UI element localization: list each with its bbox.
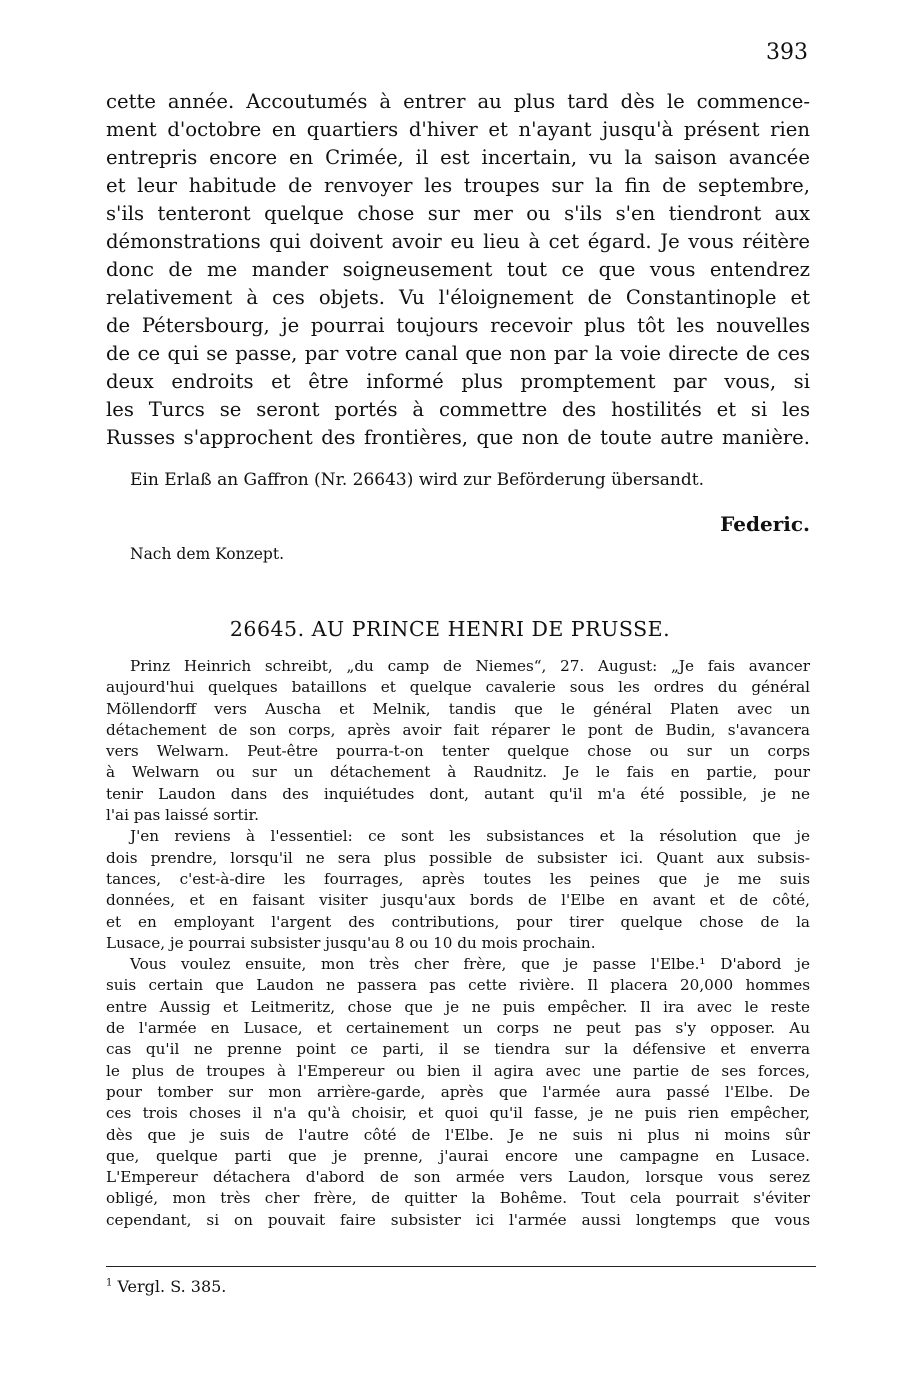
text-line: Möllendorff vers Auscha et Melnik, tandis que le général Platen avec un <box>106 699 810 718</box>
text-line: Prinz Heinrich schreibt, „du camp de Niemes“, 27. August: „Je fais avancer <box>130 657 810 675</box>
page-number: 393 <box>766 40 808 65</box>
summary-text <box>106 656 810 1231</box>
text-line: le plus de troupes à l'Empereur ou bien il agira avec une partie de ses forces, <box>106 1061 810 1080</box>
source-note: Nach dem Konzept. <box>130 545 285 563</box>
text-line: Russes s'approchent des frontières, que non de toute autre manière. <box>106 426 810 449</box>
text-line: Lusace, je pourrai subsister jusqu'au 8 ou 10 du mois prochain. <box>106 933 596 952</box>
text-line: tances, c'est-à-dire les fourrages, après toutes les peines que je me suis <box>106 869 810 888</box>
text-line: cependant, si on pouvait faire subsister ici l'armée aussi longtemps que vous <box>106 1210 810 1229</box>
footnote <box>106 1277 226 1296</box>
text-line: tenir Laudon dans des inquiétudes dont, autant qu'il m'a été possible, je ne <box>106 784 810 803</box>
enclosure-note: Ein Erlaß an Gaffron (Nr. 26643) wird zur Beförderung übersandt. <box>130 470 704 490</box>
text-line: l'ai pas laissé sortir. <box>106 806 259 825</box>
text-line: entre Aussig et Leitmeritz, chose que je ne puis empêcher. Il ira avec le reste <box>106 997 810 1016</box>
text-line: vers Welwarn. Peut-être pourra-t-on tenter quelque chose ou sur un corps <box>106 742 810 761</box>
letter-heading: 26645. AU PRINCE HENRI DE PRUSSE. <box>229 617 671 641</box>
text-line: données, et en faisant visiter jusqu'aux bords de l'Elbe en avant et de côté, <box>106 891 810 910</box>
text-line: que, quelque parti que je prenne, j'aurai encore une campagne en Lusace. <box>106 1146 810 1165</box>
text-line: dois prendre, lorsqu'il ne sera plus possible de subsister ici. Quant aux subsis- <box>106 848 810 867</box>
text-line: et en employant l'argent des contributions, pour tirer quelque chose de la <box>106 912 810 931</box>
text-line: L'Empereur détachera d'abord de son armée vers Laudon, lorsque vous serez <box>106 1168 810 1187</box>
text-line: deux endroits et être informé plus promptement par vous, si <box>106 370 810 393</box>
text-line: Vous voulez ensuite, mon très cher frère, que je passe l'Elbe.¹ D'abord je <box>130 955 810 974</box>
text-line: entrepris encore en Crimée, il est incertain, vu la saison avancée <box>106 146 810 169</box>
text-line: donc de me mander soigneusement tout ce que vous entendrez <box>106 258 810 281</box>
text-line: ment d'octobre en quartiers d'hiver et n'ayant jusqu'à présent rien <box>106 118 810 141</box>
text-line: de l'armée en Lusace, et certainement un corps ne peut pas s'y opposer. Au <box>106 1019 810 1038</box>
text-line: les Turcs se seront portés à commettre des hostilités et si les <box>106 398 810 421</box>
footnote-marker: 1 <box>106 1277 113 1289</box>
footnote-text: Vergl. S. 385. <box>117 1277 227 1296</box>
text-line: à Welwarn ou sur un détachement à Raudnitz. Je le fais en partie, pour <box>106 763 810 782</box>
letter-text <box>106 88 810 452</box>
text-line: J'en reviens à l'essentiel: ce sont les subsistances et la résolution que je <box>130 827 810 846</box>
text-line: aujourd'hui quelques bataillons et quelque cavalerie sous les ordres du général <box>106 678 810 697</box>
text-line: de Pétersbourg, je pourrai toujours recevoir plus tôt les nouvelles <box>106 314 810 337</box>
text-line: démonstrations qui doivent avoir eu lieu à cet égard. Je vous réitère <box>106 230 810 253</box>
text-line: et leur habitude de renvoyer les troupes sur la fin de septembre, <box>106 174 810 197</box>
text-line: pour tomber sur mon arrière-garde, après que l'armée aura passé l'Elbe. De <box>106 1082 810 1101</box>
text-line: de ce qui se passe, par votre canal que non par la voie directe de ces <box>106 342 810 365</box>
text-line: détachement de son corps, après avoir fait réparer le pont de Budin, s'avancera <box>106 720 810 739</box>
text-line: relativement à ces objets. Vu l'éloignement de Constantinople et <box>106 286 810 309</box>
text-line: s'ils tenteront quelque chose sur mer ou s'ils s'en tiendront aux <box>106 202 810 225</box>
text-line: suis certain que Laudon ne passera pas cette rivière. Il placera 20,000 hommes <box>106 976 810 995</box>
text-line: cette année. Accoutumés à entrer au plus tard dès le commence- <box>106 90 810 113</box>
footnote-divider <box>106 1266 816 1267</box>
text-line: ces trois choses il n'a qu'à choisir, et quoi qu'il fasse, je ne puis rien empêcher, <box>106 1104 810 1123</box>
text-line: obligé, mon très cher frère, de quitter la Bohême. Tout cela pourrait s'éviter <box>106 1189 810 1208</box>
text-line: dès que je suis de l'autre côté de l'Elbe. Je ne suis ni plus ni moins sûr <box>106 1125 810 1144</box>
text-line: cas qu'il ne prenne point ce parti, il se tiendra sur la défensive et enverra <box>106 1040 810 1059</box>
signature: Federic. <box>720 512 810 536</box>
